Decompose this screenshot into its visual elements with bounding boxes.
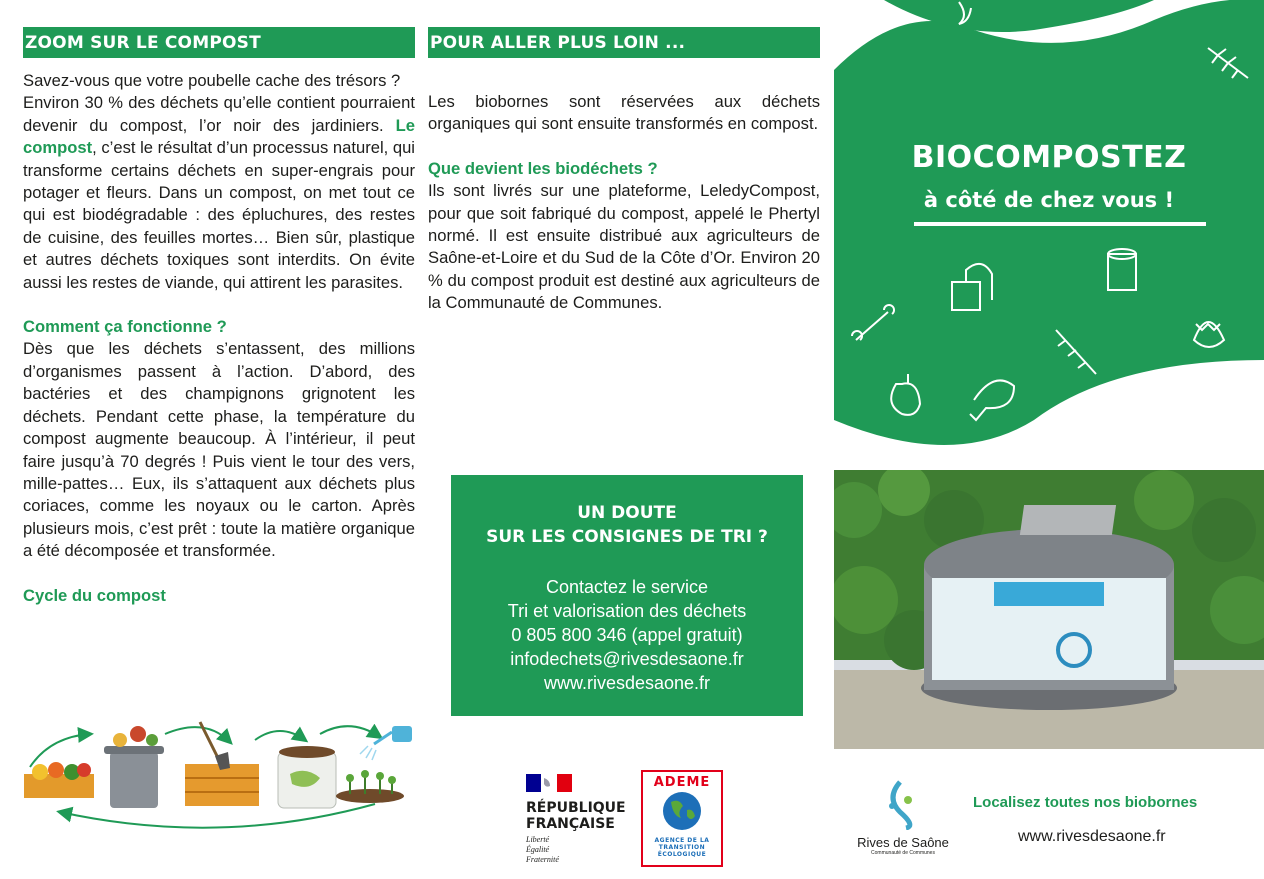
cover-underline bbox=[914, 222, 1206, 226]
bioborne-photo bbox=[834, 470, 1264, 749]
bone-icon bbox=[852, 305, 894, 340]
contact-details bbox=[451, 575, 803, 695]
trash-bin-icon bbox=[104, 726, 164, 808]
how-it-works-text: Dès que les déchets s’entassent, des millions d’organismes passent à l’action. D’abord, des bactéries et des champignons grignotent les déchets. Pendant cette phase, la température du compost augmente beaucoup. À l’intérieur, il peut faire jusqu’à 70 degrés ! Puis vient le tour des vers, mille-pattes… Eux, ils s’attaquent aux déchets plus coriaces, comme les noyaux ou le carton. Après plusieurs mois, c’est prêt : toute la matière organique a été décomposée et transformée. bbox=[23, 339, 415, 561]
column-compost bbox=[23, 27, 415, 607]
cover-subtitle: à côté de chez vous ! bbox=[923, 188, 1175, 212]
column-further bbox=[428, 27, 820, 315]
locate-biobornes-text: Localisez toutes nos biobornes bbox=[973, 794, 1198, 811]
contact-email[interactable]: infodechets@rivesdesaone.fr bbox=[510, 649, 744, 669]
footer-website-link[interactable]: www.rivesdesaone.fr bbox=[1018, 828, 1166, 845]
compost-intro-paragraph: Environ 30 % des déchets qu’elle contient pourraient devenir du compost, l’or noir des jardiniers. Le compost, c’est le résultat d’un processus naturel, qui transforme certains déchets en super-engrais pour potager et fleurs. Dans un compost, on met tout ce qui est biodégradable : des épluchures, des restes de cuisine, des feuilles mortes… Bien sûr, plastique et autres déchets toxiques sont interdits. On évite aussi les restes de viande, qui attirent les parasites. bbox=[23, 93, 415, 292]
contact-department: Tri et valorisation des déchets bbox=[507, 601, 747, 621]
cover-decoration bbox=[834, 0, 1264, 470]
biobornes-intro: Les biobornes sont réservées aux déchets organiques qui sont ensuite transformés en compost. bbox=[428, 92, 820, 134]
contact-website[interactable]: www.rivesdesaone.fr bbox=[543, 673, 711, 693]
globe-icon bbox=[643, 790, 721, 832]
ademe-logo: ADEME AGENCE DE LA TRANSITION ÉCOLOGIQUE bbox=[641, 770, 723, 867]
paper-roll-icon bbox=[1108, 249, 1136, 290]
contact-service: Contactez le service bbox=[545, 577, 709, 597]
biowaste-title: Que devient les biodéchets ? bbox=[428, 158, 658, 178]
rives-de-saone-logo: Rives de Saône Communauté de Communes bbox=[848, 778, 958, 858]
contact-title: UN DOUTE SUR LES CONSIGNES DE TRI ? bbox=[486, 503, 768, 547]
biowaste-text: Ils sont livrés sur une plateforme, LeledyCompost, pour que soit fabriqué du compost, appelé le Phertyl normé. Il est ensuite distribué aux agriculteurs de Saône-et-Loire et du Sud de la Côte d’Or. Environ 20 % du compost produit est destiné aux agriculteurs de la Communauté de Communes. bbox=[428, 181, 820, 313]
cover-title: BIOCOMPOSTEZ bbox=[911, 140, 1187, 175]
rives-emblem-icon bbox=[878, 778, 928, 830]
compost-bag-icon bbox=[278, 746, 336, 808]
compost-keyword: Le compost bbox=[23, 115, 415, 158]
chicken-leg-icon bbox=[970, 380, 1014, 420]
fish-skeleton-icon bbox=[1056, 330, 1096, 374]
bioborne-photo-drawing bbox=[834, 470, 1264, 749]
fish-bone-icon bbox=[1208, 48, 1248, 78]
fruit-crate-icon bbox=[24, 762, 94, 798]
republique-francaise-logo: RÉPUBLIQUE FRANÇAISE Liberté Égalité Fraternité bbox=[526, 774, 636, 869]
cover-panel bbox=[834, 0, 1264, 470]
seedlings-icon bbox=[336, 770, 404, 803]
marianne-flag-icon bbox=[526, 774, 572, 792]
cycle-title: Cycle du compost bbox=[23, 585, 166, 605]
compost-cycle-illustration bbox=[20, 712, 420, 832]
compost-intro-question: Savez-vous que votre poubelle cache des trésors ? bbox=[23, 71, 401, 90]
contact-box bbox=[451, 475, 803, 716]
apple-icon bbox=[891, 374, 920, 415]
teabag-icon bbox=[952, 264, 992, 310]
section-heading-compost: ZOOM SUR LE COMPOST bbox=[23, 27, 415, 58]
egg-shell-icon bbox=[1194, 322, 1224, 347]
contact-phone[interactable]: 0 805 800 346 (appel gratuit) bbox=[511, 625, 743, 645]
how-it-works-title: Comment ça fonctionne ? bbox=[23, 317, 227, 337]
section-heading-further: POUR ALLER PLUS LOIN ... bbox=[428, 27, 820, 58]
